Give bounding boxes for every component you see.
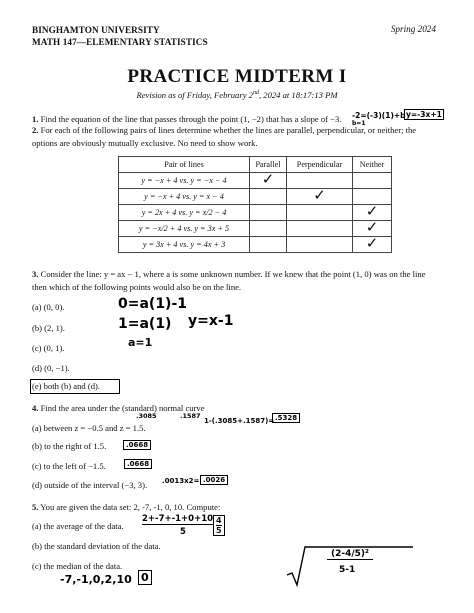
q3-option-c[interactable]: (c) (0, 1). — [32, 343, 65, 353]
pair-cell: y = 2x + 4 vs. y = x/2 − 4 — [119, 205, 250, 221]
table-header-row — [119, 157, 392, 173]
q4-hw-a1: .3085 — [136, 412, 157, 420]
q5-hw-b-sqrt — [285, 545, 415, 587]
question-2-text: For each of the following pairs of lines determine whether the lines are parallel, perpendicular, or neither; the options are obviously mutually exclusive. No need to show work. — [32, 125, 417, 148]
q5-hw-a-box-num: 4 — [216, 516, 222, 525]
q1-answer-box: y=-3x+1 — [406, 110, 442, 119]
neither-cell[interactable] — [353, 173, 392, 189]
page-title: PRACTICE MIDTERM I — [127, 66, 347, 87]
table-row — [119, 221, 392, 237]
checkmark-icon: ✓ — [313, 186, 326, 204]
university-name: BINGHAMTON UNIVERSITY — [32, 25, 160, 35]
q4-hw-a3: 1-(.3085+.1587)= — [204, 417, 275, 425]
question-1-number: 1. — [32, 114, 39, 124]
pair-cell: y = −x + 4 vs. y = x − 4 — [119, 189, 250, 205]
q4-hw-d2: .0026 — [200, 475, 228, 485]
checkmark-icon: ✓ — [365, 218, 379, 236]
question-2-number: 2. — [32, 125, 39, 135]
q5-hw-c-list: -7,-1,0,2,10 — [60, 573, 132, 586]
neither-cell[interactable] — [353, 234, 392, 253]
parallel-cell[interactable] — [250, 170, 287, 189]
revision-line — [0, 90, 474, 100]
q5-option-c[interactable]: (c) the median of the data. — [32, 561, 123, 571]
question-5-number: 5. — [32, 502, 39, 512]
q5-hw-b-den: 5-1 — [339, 565, 356, 575]
q5-hw-b-num: (2-4/5)² — [327, 549, 373, 560]
pair-cell: y = 3x + 4 vs. y = 4x + 3 — [119, 237, 250, 253]
table-row — [119, 237, 392, 253]
q4-option-b[interactable]: (b) to the right of 1.5. — [32, 441, 107, 451]
q5-hw-c-ans: 0 — [138, 570, 152, 585]
pair-cell: y = −x/2 + 4 vs. y = 3x + 5 — [119, 221, 250, 237]
parallel-cell[interactable] — [250, 189, 287, 205]
q4-hw-c: .0668 — [124, 459, 152, 469]
q5-hw-a-den: 5 — [180, 527, 186, 537]
q4-hw-d1: .0013x2= — [162, 477, 200, 485]
revision-sup: nd — [252, 90, 259, 97]
question-4-text: Find the area under the (standard) normal curve — [40, 403, 205, 413]
question-2 — [32, 124, 442, 150]
q4-option-a[interactable]: (a) between z = −0.5 and z = 1.5. — [32, 423, 146, 433]
table-row — [119, 173, 392, 189]
q4-option-c[interactable]: (c) to the left of −1.5. — [32, 461, 106, 471]
q1-handwriting: -2=(-3)(1)+b — [352, 111, 406, 120]
q3-handwriting-4: a=1 — [128, 336, 153, 349]
question-5-text: You are given the data set: 2, -7, -1, 0, 10. Compute: — [40, 502, 221, 512]
parallel-cell[interactable] — [250, 221, 287, 237]
q5-option-a[interactable]: (a) the average of the data. — [32, 521, 124, 531]
perpendicular-cell[interactable] — [287, 205, 353, 221]
q4-hw-b: .0668 — [123, 440, 151, 450]
q3-handwriting-2: 1=a(1) — [118, 316, 172, 332]
q5-option-b[interactable]: (b) the standard deviation of the data. — [32, 541, 161, 551]
revision-suffix: , 2024 at 18:17:13 PM — [258, 90, 338, 100]
q4-hw-a2: .1587 — [180, 412, 201, 420]
q4-hw-a4: .5328 — [272, 413, 300, 423]
question-3 — [32, 268, 442, 294]
question-1-text: Find the equation of the line that passes through the point (1, −2) that has a slope of −3. — [40, 114, 342, 124]
q5-hw-a-num: 2+-7+-1+0+10 — [142, 514, 214, 524]
q4-option-d[interactable]: (d) outside of the interval (−3, 3). — [32, 480, 148, 490]
question-3-text: Consider the line: y = ax − 1, where a is some unknown number. If we knew that the point (1, 0) was on the line then which of the following points would also be on the line. — [32, 269, 426, 292]
q3-handwriting-3: y=x-1 — [188, 313, 234, 329]
q3-handwriting-1: 0=a(1)-1 — [118, 296, 188, 312]
checkmark-icon: ✓ — [365, 202, 379, 220]
question-4 — [32, 402, 205, 415]
q3-option-a[interactable]: (a) (0, 0). — [32, 302, 65, 312]
question-3-number: 3. — [32, 269, 39, 279]
term-label: Spring 2024 — [390, 24, 436, 34]
table-row — [119, 205, 392, 221]
q3-option-b[interactable]: (b) (2, 1). — [32, 323, 65, 333]
q3-option-e[interactable]: (e) both (b) and (d). — [32, 381, 101, 391]
question-4-number: 4. — [32, 403, 39, 413]
col-perpendicular: Perpendicular — [287, 157, 353, 173]
col-pair: Pair of lines — [119, 157, 250, 173]
table-row — [119, 189, 392, 205]
col-parallel: Parallel — [250, 157, 287, 173]
checkmark-icon: ✓ — [261, 170, 275, 188]
q5-hw-a-box — [213, 515, 225, 536]
question-5 — [32, 501, 220, 514]
perpendicular-cell[interactable] — [287, 186, 353, 205]
q5-hw-a-box-den: 5 — [216, 526, 222, 535]
q1-handwriting-b: b=1 — [352, 120, 366, 127]
revision-prefix: Revision as of Friday, February 2 — [136, 90, 253, 100]
parallel-cell[interactable] — [250, 237, 287, 253]
q3-option-d[interactable]: (d) (0, −1). — [32, 363, 70, 373]
col-neither: Neither — [353, 157, 392, 173]
course-name: MATH 147—ELEMENTARY STATISTICS — [32, 37, 208, 47]
lines-table — [118, 156, 392, 253]
parallel-cell[interactable] — [250, 205, 287, 221]
pair-cell: y = −x + 4 vs. y = −x − 4 — [119, 173, 250, 189]
course-header — [32, 24, 208, 48]
perpendicular-cell[interactable] — [287, 237, 353, 253]
checkmark-icon: ✓ — [365, 234, 379, 252]
perpendicular-cell[interactable] — [287, 221, 353, 237]
